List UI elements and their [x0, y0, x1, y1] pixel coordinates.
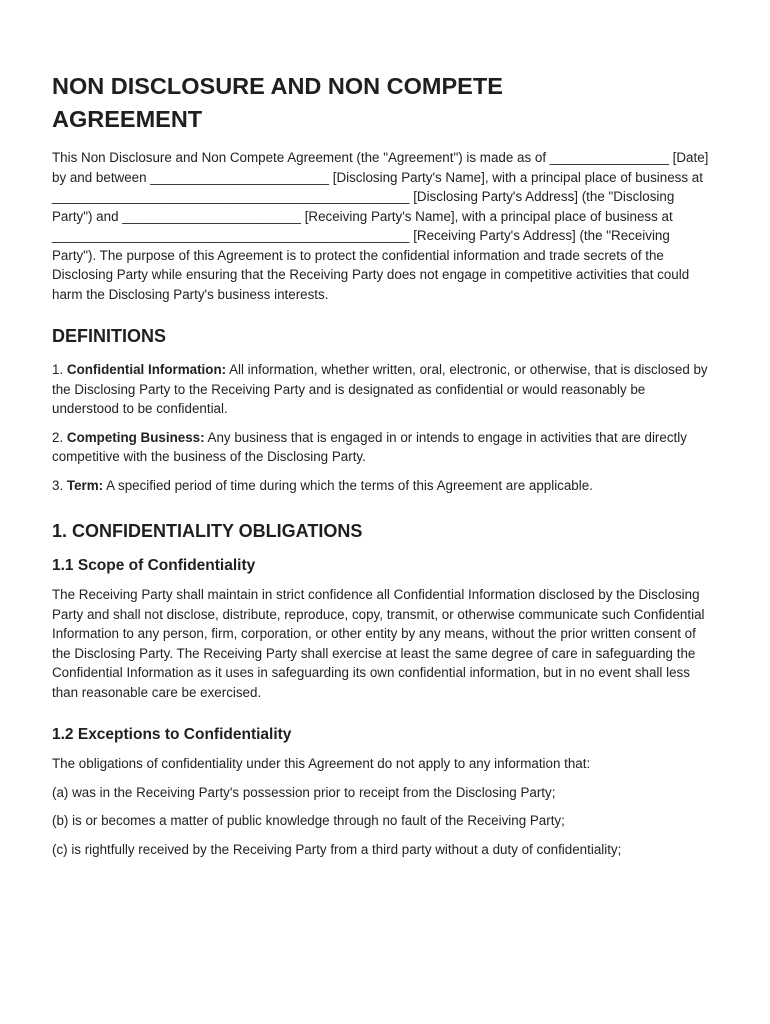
- definition-text: All information, whether written, oral, electronic, or otherwise, that is disclosed by the Disclosing Party to the Receiving Party and is designated as confidential or would reasonably be understood to be confidential.: [52, 362, 708, 416]
- definition-item: [52, 360, 715, 419]
- exception-item-b: (b) is or becomes a matter of public knowledge through no fault of the Receiving Party;: [52, 813, 565, 828]
- definition-number: 3.: [52, 477, 64, 493]
- subsection-1-2-heading: 1.2 Exceptions to Confidentiality: [52, 726, 292, 743]
- definition-number: 2.: [52, 429, 64, 445]
- subsection-1-2-lead: The obligations of confidentiality under this Agreement do not apply to any information that:: [52, 756, 591, 771]
- section-1-heading: 1. CONFIDENTIALITY OBLIGATIONS: [52, 521, 363, 541]
- definition-term: Confidential Information:: [66, 362, 227, 377]
- subsection-1-1-text: The Receiving Party shall maintain in strict confidence all Confidential Information disclosed by the Disclosing Party and shall not disclose, distribute, reproduce, copy, transmit, or otherwise communicate such Confidential Information to any person, firm, corporation, or other entity by any means, without the prior written consent of the Disclosing Party. The Receiving Party shall exercise at least the same degree of care in safeguarding the Confidential Information as it uses in safeguarding its own confidential information, but in no event shall less than reasonable care be exercised.: [52, 587, 705, 700]
- definition-term: Term:: [66, 477, 104, 493]
- definition-text: A specified period of time during which the terms of this Agreement are applicable.: [106, 477, 593, 493]
- exception-item-a: (a) was in the Receiving Party's possession prior to receipt from the Disclosing Party;: [52, 784, 556, 800]
- subsection-1-1-heading: 1.1 Scope of Confidentiality: [52, 557, 256, 574]
- intro-paragraph: This Non Disclosure and Non Compete Agreement (the "Agreement") is made as of ________________ [Date] by and between ________________________ [Disclosing Party's Name], with a principal place of business at ________________________________________________ [Disclosing Party's Address] (the "Disclosing Party") and ________________________ [Receiving Party's Name], with a principal place of business at ________________________________________________ [Receiving Party's Address] (the "Receiving Party"). The purpose of this Agreement is to protect the confidential information and trade secrets of the Disclosing Party while ensuring that the Receiving Party does not engage in competitive activities that could harm the Disclosing Party's business interests.: [52, 150, 709, 302]
- definition-item: [52, 428, 715, 467]
- exception-item-c: (c) is rightfully received by the Receiving Party from a third party without a duty of confidentiality;: [52, 841, 622, 857]
- definition-item: [52, 476, 715, 496]
- definition-text: Any business that is engaged in or intends to engage in activities that are directly competitive with the business of the Disclosing Party.: [52, 429, 687, 464]
- definition-number: 1.: [52, 362, 64, 377]
- document-title: NON DISCLOSURE AND NON COMPETE AGREEMENT: [52, 73, 503, 132]
- definition-term: Competing Business:: [66, 429, 205, 445]
- definitions-list: [52, 360, 715, 495]
- definitions-heading: DEFINITIONS: [52, 326, 167, 346]
